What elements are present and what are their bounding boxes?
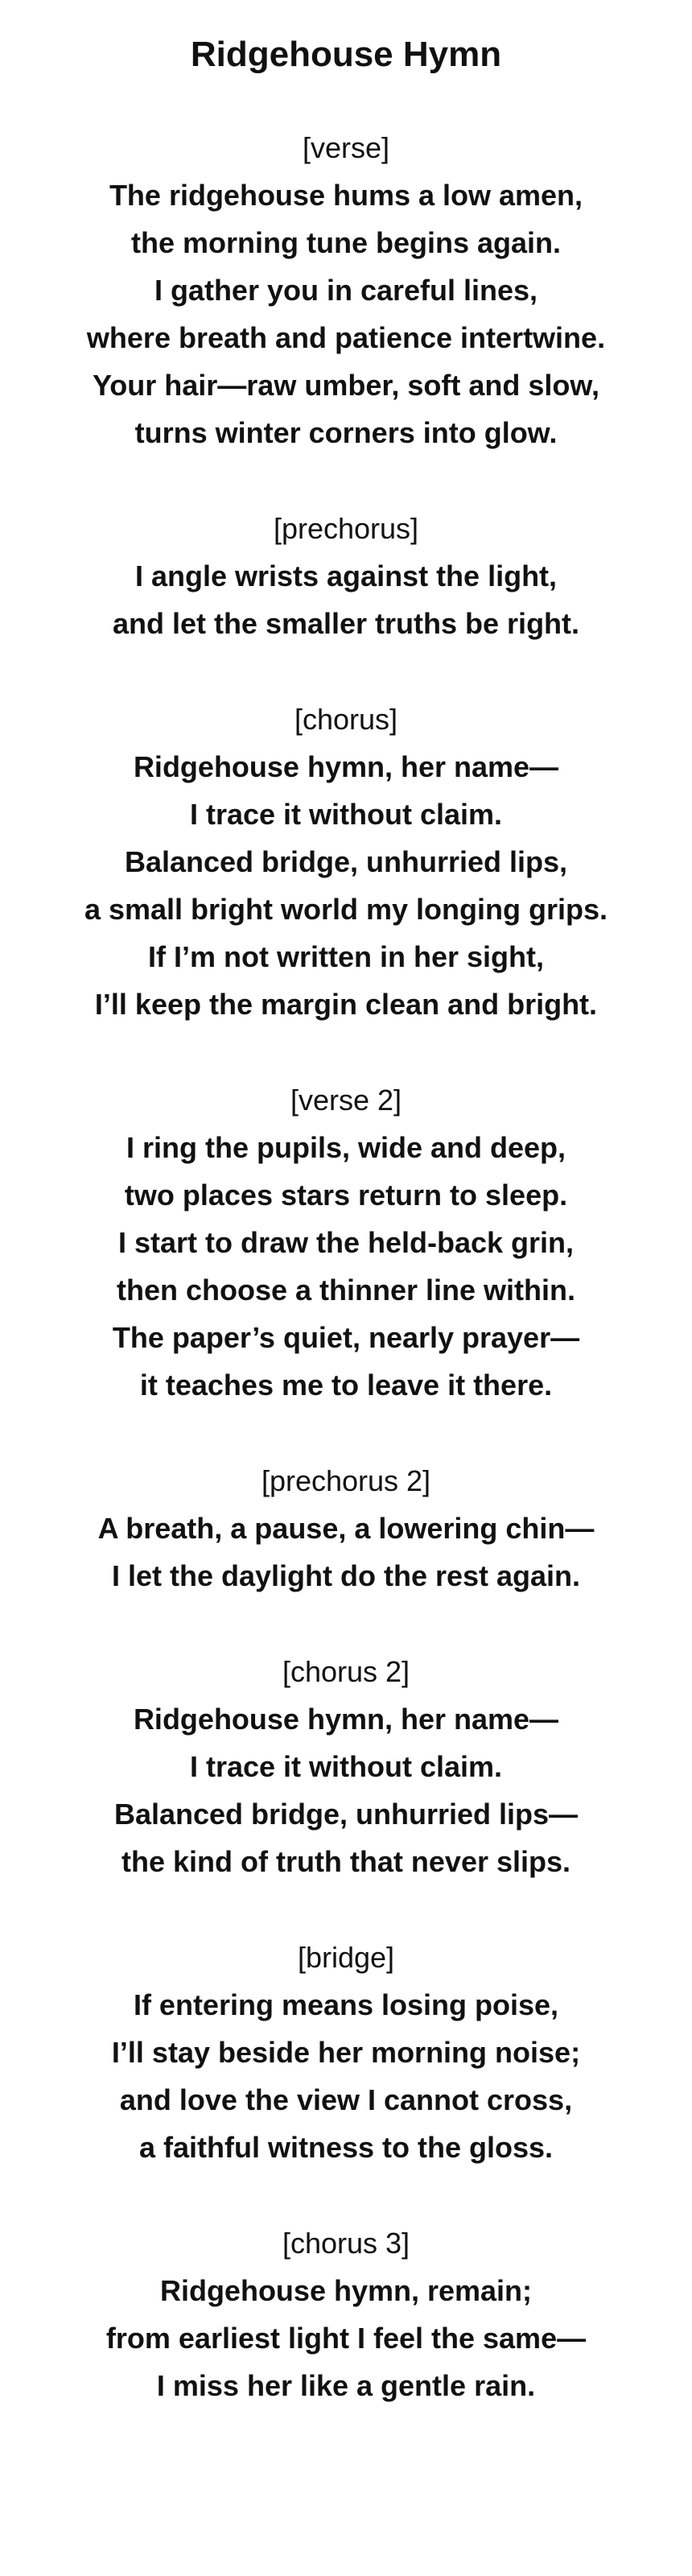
lyric-line: the kind of truth that never slips. (121, 1845, 571, 1878)
section-lines (0, 1124, 692, 1409)
lyric-line: a faithful witness to the gloss. (138, 2131, 554, 2164)
song-title: Ridgehouse Hymn (190, 35, 502, 74)
lyric-line: The ridgehouse hums a low amen, (109, 179, 583, 212)
lyric-line: two places stars return to sleep. (124, 1179, 568, 1212)
lyric-line: I let the daylight do the rest again. (111, 1559, 581, 1592)
lyric-line: I’ll keep the margin clean and bright. (94, 988, 598, 1021)
lyric-line: and let the smaller truths be right. (112, 607, 580, 640)
lyric-section (0, 505, 692, 647)
section-label: [bridge] (297, 1941, 395, 1974)
section-lines (0, 1695, 692, 1885)
lyric-line: turns winter corners into glow. (134, 416, 558, 449)
section-label: [prechorus 2] (261, 1464, 431, 1497)
lyric-line: from earliest light I feel the same— (105, 2322, 587, 2355)
lyric-section (0, 1076, 692, 1409)
section-lines (0, 171, 692, 456)
lyric-line: I ring the pupils, wide and deep, (126, 1131, 566, 1164)
lyric-line: Ridgehouse hymn, her name— (133, 750, 559, 783)
lyric-line: A breath, a pause, a lowering chin— (97, 1512, 595, 1545)
lyric-line: Ridgehouse hymn, remain; (159, 2274, 533, 2307)
section-label: [chorus 2] (282, 1655, 410, 1688)
section-label: [verse] (302, 131, 390, 164)
lyric-line: where breath and patience intertwine. (86, 321, 606, 354)
lyric-line: If entering means losing poise, (133, 1988, 559, 2021)
section-lines (0, 1981, 692, 2171)
lyric-section (0, 124, 692, 456)
lyric-line: I angle wrists against the light, (134, 559, 558, 592)
lyric-line: If I’m not written in her sight, (148, 940, 544, 973)
lyric-line: I gather you in careful lines, (154, 274, 538, 307)
lyric-line: I trace it without claim. (189, 1750, 503, 1783)
section-lines (0, 552, 692, 647)
section-label: [chorus 3] (282, 2227, 410, 2260)
section-lines (0, 2267, 692, 2409)
lyric-section (0, 1648, 692, 1885)
lyric-line: and love the view I cannot cross, (119, 2083, 573, 2116)
lyric-section (0, 2219, 692, 2409)
lyric-section (0, 1934, 692, 2171)
section-lines (0, 743, 692, 1028)
lyric-line: Balanced bridge, unhurried lips, (124, 845, 568, 878)
lyric-section (0, 696, 692, 1028)
section-label: [chorus] (294, 703, 398, 736)
lyric-line: then choose a thinner line within. (116, 1274, 576, 1307)
lyric-line: I miss her like a gentle rain. (156, 2369, 536, 2402)
lyric-line: I start to draw the held-back grin, (117, 1226, 575, 1259)
lyric-section (0, 1457, 692, 1600)
lyric-line: I trace it without claim. (189, 798, 503, 831)
lyric-line: Ridgehouse hymn, her name— (133, 1703, 559, 1736)
lyric-line: Your hair—raw umber, soft and slow, (92, 369, 600, 402)
lyric-line: it teaches me to leave it there. (139, 1368, 553, 1402)
lyric-line: The paper’s quiet, nearly prayer— (112, 1321, 580, 1354)
section-label: [verse 2] (290, 1084, 402, 1117)
lyrics-sections (0, 124, 692, 2409)
lyric-line: Balanced bridge, unhurried lips— (113, 1798, 579, 1831)
lyric-line: I’ll stay beside her morning noise; (111, 2036, 581, 2069)
lyric-line: a small bright world my longing grips. (84, 893, 608, 926)
section-label: [prechorus] (273, 512, 419, 545)
lyric-line: the morning tune begins again. (130, 226, 562, 259)
section-lines (0, 1505, 692, 1600)
